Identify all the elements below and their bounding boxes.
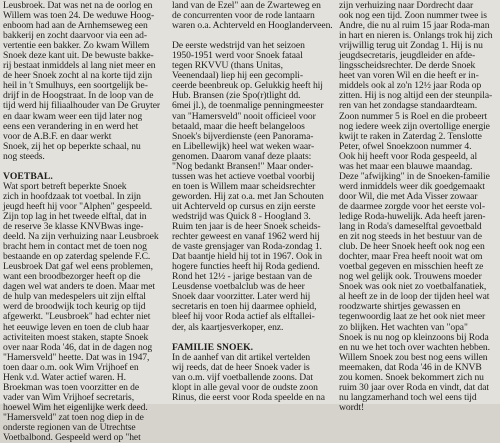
article-text-line: Wat sport betreft beperkte Snoek: [3, 180, 127, 192]
article-text-line: zou komen. Snoek bekommert zich nu: [339, 371, 484, 383]
article-text-line: secretaris en toen hij daarmee ophield,: [172, 301, 317, 313]
article-text-line: ruim 30 jaar over Roda en vindt, dat dat: [339, 381, 489, 393]
article-text-line: bestaande en op zaterdag spelende F.C.: [3, 251, 151, 263]
article-text-line: tegenwoordig laat ze het ook niet meer: [339, 311, 486, 323]
article-text-line: toen daar o.m. ook Wim Vrijhoef en: [3, 361, 139, 373]
section-heading: FAMILIE SNOEK.: [172, 341, 254, 353]
article-text-line: zo blijken. Het wachten van "opa": [339, 321, 468, 333]
article-text-line: Snoek is nu nog op kleinzoons bij Roda: [339, 331, 489, 343]
article-text-line: nu langzamerhand toch wel eens tijd: [339, 391, 477, 403]
article-text-line: Voetbalbond. Gespeeld werd op "het: [3, 432, 141, 443]
article-text-line: ren van het zondagse standaardteam.: [339, 100, 478, 112]
article-text-line: over naar Roda '46, dat in de dagen nog: [3, 341, 153, 353]
article-text-line: Rinus, die eerst voor Roda speelde en na: [172, 391, 325, 403]
article-text-line: de reserve 3e klasse KNVBwas inge-: [3, 221, 144, 233]
column-2: [172, 0, 333, 403]
article-text-line: zitten. Hij is nog altijd een der steunpila-: [339, 90, 493, 102]
article-text-line: eens een verandering in en werd het: [3, 120, 139, 132]
article-text-line: en nu we het toch over wachten hebben.: [339, 341, 490, 353]
article-text-line: ook nog een tijd. Zoon nummer twee is: [339, 10, 487, 22]
article-text-line: dochter, maar Frea heeft nooit wat om: [339, 251, 483, 263]
article-text-line: wij reeds, dat de heer Snoek vader is: [172, 361, 310, 373]
article-text-line: "Hamersveld" heette. Dat was in 1947,: [3, 351, 150, 363]
article-text-line: der, als kaartjesverkoper, enz.: [172, 321, 284, 333]
article-text-line: "Nog bedankt Bransen!" Maar onder-: [172, 160, 314, 172]
article-text-line: Veenendaal) liep hij een gecompli-: [172, 70, 304, 82]
article-text-line: Snoek deze kant uit. De bewuste bakke-: [3, 50, 154, 62]
article-text-line: club. De heer Snoek heeft ook nog een: [339, 241, 485, 253]
article-text-line: de concurrenten voor de rode lantaarn: [172, 10, 315, 22]
article-text-line: Dat baantje hield hij tot in 1967. Ook in: [172, 251, 322, 263]
article-text-line: in hart en nieren is. Onlangs trok hij zich: [339, 30, 493, 42]
article-text-line: vrijwillig terug uit Zondag 1. Hij is nu: [339, 40, 483, 52]
article-text-line: roodzwarte shirtjes gewassen en: [339, 301, 461, 313]
article-text-line: Willem Snoek zou best nog eens willen: [339, 351, 488, 363]
article-text-line: bracht hem in contact met de toen nog: [3, 241, 147, 253]
article-text-line: Henk v.d. Water actief waren. H.: [3, 371, 126, 383]
article-text-line: vader van Wim Vrijhoef secretaris,: [3, 391, 135, 403]
article-text-line: zich in hoofdzaak tot voetbal. In zijn: [3, 190, 141, 202]
article-text-line: wedstrijd was Quick 8 - Hoogland 3.: [172, 210, 311, 222]
article-text-line: Zoon nummer 5 is Roel en die probeert: [339, 110, 488, 122]
article-text-line: voor de A.B.F. en daar werkt: [3, 130, 112, 142]
article-text-line: en zit nog steeds in het bestuur van de: [339, 231, 482, 243]
article-text-line: tussen was het actieve voetbal voorbij: [172, 170, 315, 182]
article-text-line: vertentie een bakker. Zo kwam Willem: [3, 40, 150, 52]
article-text-line: de daarmee zorgde voor het eerste vol-: [339, 200, 485, 212]
article-text-line: meemaken, dat Roda '46 in de KNVB: [339, 361, 482, 373]
section-heading: VOETBAL.: [3, 170, 53, 182]
article-text-line: Ook hij heeft voor Roda gespeeld, al: [339, 150, 478, 162]
article-text-line: van o.m. vijf voetballende zoons. Dat: [172, 371, 313, 383]
article-text-line: tegen RKVVU (thans Unitas,: [172, 60, 283, 72]
article-text-line: werd de broodwijk toch keurig op tijd: [3, 301, 146, 313]
article-text-line: betaald, maar die heeft belangeloos: [172, 120, 305, 132]
article-text-line: Peter, ofwel Snoekzoon nummer 4.: [339, 140, 472, 152]
article-text-line: de hulp van medespelers uit zijn elftal: [3, 291, 146, 303]
article-text-line: dagen wel wat anders te doen. Maar met: [3, 281, 155, 293]
article-text-line: genomen. Daarom vanaf deze plaats:: [172, 150, 312, 162]
article-text-line: lang in Roda's dameselftal gevoetbald: [339, 221, 482, 233]
article-text-line: "Hamersveld" zat toen nog diep in de: [3, 411, 144, 423]
article-text-line: enboom had aan de Arnhemseweg een: [3, 20, 148, 32]
article-text-line: Hub. Bransen (zie Spo(r)tlight dd.: [172, 90, 301, 102]
column-1: [3, 0, 161, 443]
article-text-line: en toen is Willem maar scheidsrechter: [172, 180, 316, 192]
article-text-line: geworden. Hij zat o.a. met Jan Schouten: [172, 190, 324, 202]
article-text-line: nog wel gelijk ook. Trouwens moeder: [339, 271, 482, 283]
article-text-line: Leusbroek. Dat was net na de oorlog en: [3, 0, 153, 11]
article-text-line: en Libellewijk) heel wat weken waar-: [172, 140, 315, 152]
article-text-line: Snoek's bijverdienste (een Panorama-: [172, 130, 314, 142]
article-text-line: bleef hij voor Roda actief als elftallei-: [172, 311, 315, 323]
article-text-line: Rond het 12½ - jarige bestaan van de: [172, 271, 312, 283]
article-text-line: activiteiten moest staken, stapte Snoek: [3, 331, 149, 343]
article-text-line: waren o.a. Achterveld en Hooglanderveen.: [172, 20, 333, 32]
article-text-line: zijn verhuizing naar Dordrecht daar: [339, 0, 474, 11]
column-3: [339, 0, 499, 413]
article-text-line: want een broodbezorger heeft op die: [3, 271, 141, 283]
article-text-line: hoewel Wim het eigenlijke werk deed.: [3, 401, 148, 413]
article-text-line: lingsscheidsrechter. De derde Snoek: [339, 60, 476, 72]
article-text-line: afgewerkt. "Leusbroek" had echter niet: [3, 311, 151, 323]
article-text-line: jeugdsecretaris, jeugdleider en afde-: [339, 50, 476, 62]
article-text-line: rij bestaat inmiddels al lang niet meer en: [3, 60, 156, 72]
article-text-line: middels ook al zo'n 12½ jaar Roda op: [339, 80, 482, 92]
article-text-line: Snoek was ook niet zo voetbalfanatiek,: [339, 281, 487, 293]
article-text-line: jeugd heeft hij voor "Alphen" gespeeld.: [3, 200, 153, 212]
article-text-line: nog steeds.: [3, 150, 45, 162]
article-text-line: 1950-1951 werd voor Snoek fataal: [172, 50, 303, 62]
article-text-line: Snoek daar voorzitter. Later werd hij: [172, 291, 311, 303]
article-text-line: Leusbroek Dat gaf wel eens problemen,: [3, 261, 153, 273]
article-text-line: Broekman was toen voorzitter en de: [3, 381, 140, 393]
article-text-line: Leusdense voetbalclub was de heer: [172, 281, 305, 293]
article-text-line: Zijn top lag in het tweede elftal, dat in: [3, 210, 147, 222]
article-text-line: al heeft ze in de loop der tijden heel wat: [339, 291, 490, 303]
article-text-line: was het maar een blauwe maandag.: [339, 160, 473, 172]
article-text-line: In de aanhef van dit artikel vertelden: [172, 351, 311, 363]
article-text-line: Willem was toen 24. De weduwe Hoog-: [3, 10, 155, 22]
article-text-line: Deze "afwijking" in de Snoeken-familie: [339, 170, 490, 182]
article-text-line: ledige Roda-huwelijk. Ada heeft jaren-: [339, 210, 486, 222]
article-text-line: uit Achterveld op cursus en zijn eerste: [172, 200, 316, 212]
article-text-line: Andre, die nu al ruim 15 jaar Roda-man: [339, 20, 490, 32]
article-text-line: van "Hamersveld" nooit officieel voor: [172, 110, 316, 122]
article-text-line: 6mei jl.), de toenmalige penningmeester: [172, 100, 324, 112]
article-text-line: door Wil, die met Ada Visser zowaar: [339, 190, 478, 202]
article-text-line: onderste regionen van de Utrechtse: [3, 421, 136, 433]
article-text-line: de heer Snoek zocht al na korte tijd zijn: [3, 70, 153, 82]
article-text-line: heil in 't Smulhuys, een soortgelijk be-: [3, 80, 148, 92]
article-text-line: De eerste wedstrijd van het seizoen: [172, 40, 305, 52]
article-text-line: hogere functies heeft hij Roda gediend.: [172, 261, 320, 273]
article-text-line: voetbal gegeven en misschien heeft ze: [339, 261, 484, 273]
article-text-line: bakkerij en zocht daarvoor via een ad-: [3, 30, 147, 42]
article-text-line: ceerde beenbreuk op. Gelukkig heeft hij: [172, 80, 323, 92]
article-text-line: het eeuwige leven en toen de club haar: [3, 321, 149, 333]
article-text-line: wordt!: [339, 401, 365, 413]
article-text-line: kwijt te raken in Zaterdag 2. Tenslotte: [339, 130, 482, 142]
article-text-line: en daar kwam weer een tijd later nog: [3, 110, 143, 122]
article-text-line: deeld. Na zijn verhuizing naar Leusbroek: [3, 231, 159, 243]
article-text-line: de vaste grensjager van Roda-zondag 1.: [172, 241, 322, 253]
article-text-line: nog iedere week zijn overtollige energie: [339, 120, 490, 132]
article-text-line: tijd werd hij filiaalhouder van De Gruyter: [3, 100, 161, 112]
article-text-line: drijf in de Hoogstraat. In de loop van de: [3, 90, 154, 102]
article-text-line: land van de Ezel" aan de Zwarteweg en: [172, 0, 321, 11]
article-text-line: werd inmiddels weer dik goedgemaakt: [339, 180, 485, 192]
article-text-line: rechter geweest en vanaf 1962 werd hij: [172, 231, 320, 243]
article-text-line: heet van voren Wil en die heeft er in-: [339, 70, 479, 82]
article-text-line: Ruim ten jaar is de heer Snoek scheids-: [172, 221, 321, 233]
article-text-line: Snoek, zij het op beperkte schaal, nu: [3, 140, 141, 152]
article-text-line: klopt in alle geval voor de oudste zoon: [172, 381, 318, 393]
